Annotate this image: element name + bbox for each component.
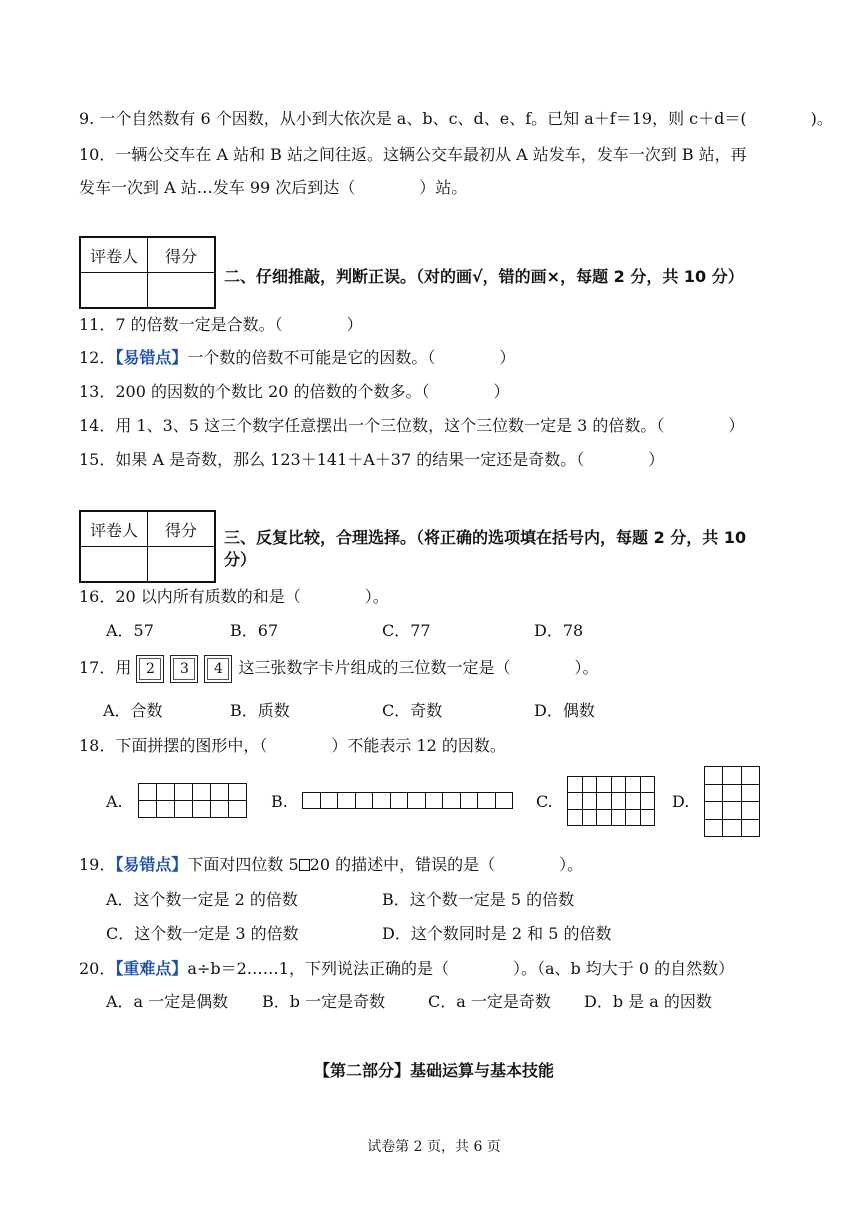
question-12: [79, 345, 515, 368]
q18-label-d[interactable]: D.: [672, 792, 690, 811]
question-prefix: 17．用: [79, 658, 132, 677]
grid-figure-c: [567, 776, 655, 826]
question-19: [79, 852, 583, 875]
number-card: 3: [170, 655, 198, 683]
reviewer-cell[interactable]: [80, 273, 148, 309]
grid-figure-d: [704, 766, 760, 837]
page-footer: 试卷第 2 页，共 6 页: [367, 1139, 501, 1155]
reviewer-cell[interactable]: [80, 547, 148, 583]
reviewer-label: 评卷人: [80, 237, 148, 273]
question-11: 11．7 的倍数一定是合数。（ ）: [79, 315, 363, 334]
q20-option-d[interactable]: D．b 是 a 的因数: [584, 992, 712, 1011]
q17-option-c[interactable]: C．奇数: [382, 701, 443, 720]
tag-easy-mistake: 【易错点】: [115, 855, 188, 874]
tag-key-difficulty: 【重难点】: [115, 959, 188, 978]
q16-option-a[interactable]: A．57: [106, 621, 154, 640]
q16-option-b[interactable]: B．67: [230, 621, 279, 640]
question-16: 16．20 以内所有质数的和是（ ）。: [79, 587, 389, 606]
question-text: a÷b＝2……1，下列说法正确的是（ ）。（a、b 均大于 0 的自然数）: [187, 959, 735, 978]
section-2-title: 二、仔细推敲，判断正误。（对的画√，错的画×，每题 2 分，共 10 分）: [224, 267, 744, 286]
section-3-title-line2: 分）: [224, 550, 257, 569]
q18-label-a[interactable]: A.: [106, 792, 123, 811]
q17-option-b[interactable]: B．质数: [230, 701, 290, 720]
q17-option-a[interactable]: A．合数: [103, 701, 163, 720]
tag-easy-mistake: 【易错点】: [115, 348, 188, 367]
question-text-post: 20 的描述中，错误的是（ ）。: [309, 855, 584, 874]
number-card: 2: [136, 655, 164, 683]
score-table-2: [79, 510, 216, 583]
question-text: 一个数的倍数不可能是它的因数。（ ）: [187, 348, 516, 367]
q19-option-c[interactable]: C．这个数一定是 3 的倍数: [106, 924, 299, 943]
score-label: 得分: [148, 511, 216, 547]
q20-option-b[interactable]: B．b 一定是奇数: [262, 992, 386, 1011]
part-2-title: 【第二部分】基础运算与基本技能: [313, 1061, 554, 1080]
question-number: 12．: [79, 348, 116, 367]
q16-option-d[interactable]: D．78: [534, 621, 584, 640]
score-cell[interactable]: [148, 547, 216, 583]
question-10-line2: 发车一次到 A 站…发车 99 次后到达（ ）站。: [79, 178, 468, 197]
score-cell[interactable]: [148, 273, 216, 309]
q19-option-b[interactable]: B．这个数一定是 5 的倍数: [382, 890, 575, 909]
q19-option-a[interactable]: A．这个数一定是 2 的倍数: [106, 890, 298, 909]
q16-option-c[interactable]: C．77: [382, 621, 431, 640]
q17-option-d[interactable]: D．偶数: [534, 701, 595, 720]
question-13: 13．200 的因数的个数比 20 的倍数的个数多。（ ）: [79, 382, 510, 401]
reviewer-label: 评卷人: [80, 511, 148, 547]
question-9: 9. 一个自然数有 6 个因数，从小到大依次是 a、b、c、d、e、f。已知 a＋f＝19，则 c＋d＝( )。: [79, 109, 833, 128]
question-number: 19．: [79, 855, 116, 874]
question-18: 18．下面拼摆的图形中，（ ）不能表示 12 的因数。: [79, 736, 506, 755]
q20-option-c[interactable]: C．a 一定是奇数: [428, 992, 551, 1011]
number-card: 4: [204, 655, 232, 683]
section-3-title-line1: 三、反复比较，合理选择。（将正确的选项填在括号内，每题 2 分，共 10: [224, 528, 747, 547]
question-15: 15．如果 A 是奇数，那么 123＋141＋A＋37 的结果一定还是奇数。（ ）: [79, 450, 665, 469]
question-14: 14．用 1、3、5 这三个数字任意摆出一个三位数，这个三位数一定是 3 的倍数。（ ）: [79, 416, 745, 435]
question-text: 这三张数字卡片组成的三位数一定是（ ）。: [238, 658, 599, 677]
q18-label-b[interactable]: B.: [271, 792, 288, 811]
grid-figure-b: [302, 792, 513, 809]
score-label: 得分: [148, 237, 216, 273]
score-table-1: [79, 236, 216, 309]
question-10-line1: 10．一辆公交车在 A 站和 B 站之间往返。这辆公交车最初从 A 站发车，发车一次到 B 站，再: [79, 145, 747, 164]
q18-label-c[interactable]: C.: [536, 792, 553, 811]
grid-figure-a: [138, 783, 247, 818]
question-17: [79, 655, 598, 683]
question-20: [79, 956, 734, 979]
blank-box-icon: [299, 859, 310, 871]
question-text-pre: 下面对四位数 5: [187, 855, 299, 874]
question-number: 20．: [79, 959, 116, 978]
q20-option-a[interactable]: A．a 一定是偶数: [106, 992, 229, 1011]
q19-option-d[interactable]: D．这个数同时是 2 和 5 的倍数: [382, 924, 612, 943]
